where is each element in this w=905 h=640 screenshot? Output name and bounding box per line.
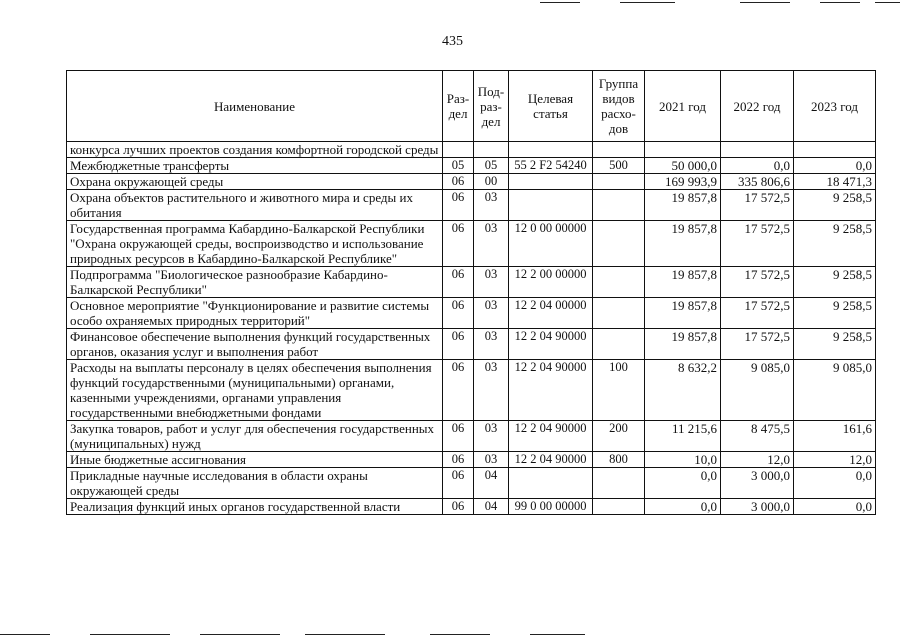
cell-name: Охрана окружающей среды: [67, 174, 443, 190]
cell-section: 06: [443, 267, 474, 298]
cell-2021: 11 215,6: [645, 421, 721, 452]
cell-subsection: 00: [474, 174, 509, 190]
header-2023: 2023 год: [794, 71, 876, 142]
cell-2023: 161,6: [794, 421, 876, 452]
cell-2021: 19 857,8: [645, 329, 721, 360]
cell-2021: [645, 142, 721, 158]
cell-2022: 17 572,5: [721, 329, 794, 360]
cell-section: 06: [443, 468, 474, 499]
cell-section: 06: [443, 421, 474, 452]
scan-artifact-bottom-4: [305, 634, 385, 635]
page-number: 435: [442, 34, 463, 49]
cell-group: [593, 499, 645, 515]
cell-subsection: 03: [474, 298, 509, 329]
cell-2022: 9 085,0: [721, 360, 794, 421]
cell-name: Реализация функций иных органов государственной власти: [67, 499, 443, 515]
cell-2023: 18 471,3: [794, 174, 876, 190]
cell-group: 500: [593, 158, 645, 174]
cell-section: 06: [443, 360, 474, 421]
cell-group: [593, 298, 645, 329]
cell-group: [593, 142, 645, 158]
scan-artifact-bottom-2: [90, 634, 170, 635]
cell-group: 100: [593, 360, 645, 421]
cell-subsection: 03: [474, 452, 509, 468]
cell-2022: 12,0: [721, 452, 794, 468]
cell-2021: 50 000,0: [645, 158, 721, 174]
cell-name: Иные бюджетные ассигнования: [67, 452, 443, 468]
scan-artifact-top-5: [875, 2, 900, 3]
cell-2021: 0,0: [645, 468, 721, 499]
scan-artifact-top-2: [620, 2, 675, 3]
cell-2023: [794, 142, 876, 158]
cell-2023: 9 258,5: [794, 190, 876, 221]
header-target: Целевая статья: [509, 71, 593, 142]
header-2021: 2021 год: [645, 71, 721, 142]
cell-group: [593, 174, 645, 190]
cell-2022: 0,0: [721, 158, 794, 174]
cell-target: 55 2 F2 54240: [509, 158, 593, 174]
cell-section: 06: [443, 221, 474, 267]
cell-name: Расходы на выплаты персоналу в целях обеспечения выполнения функций государственными (муниципальными) органами, казенными учреждениями, органами управления государственными внебюджетными фондами: [67, 360, 443, 421]
cell-group: [593, 267, 645, 298]
scan-artifact-top-4: [820, 2, 860, 3]
cell-2023: 9 258,5: [794, 298, 876, 329]
cell-2022: 17 572,5: [721, 298, 794, 329]
cell-group: [593, 190, 645, 221]
cell-group: [593, 329, 645, 360]
cell-subsection: 03: [474, 360, 509, 421]
cell-target: 12 2 04 90000: [509, 452, 593, 468]
table-row: [67, 174, 876, 190]
cell-name: Подпрограмма "Биологическое разнообразие Кабардино-Балкарской Республики": [67, 267, 443, 298]
cell-2022: 17 572,5: [721, 267, 794, 298]
cell-section: 05: [443, 158, 474, 174]
cell-2021: 169 993,9: [645, 174, 721, 190]
cell-subsection: 03: [474, 421, 509, 452]
cell-2023: 12,0: [794, 452, 876, 468]
cell-subsection: 04: [474, 499, 509, 515]
table-row: [67, 298, 876, 329]
table-row: [67, 360, 876, 421]
cell-subsection: 05: [474, 158, 509, 174]
cell-name: Закупка товаров, работ и услуг для обеспечения государственных (муниципальных) нужд: [67, 421, 443, 452]
cell-group: 800: [593, 452, 645, 468]
cell-target: 99 0 00 00000: [509, 499, 593, 515]
cell-2021: 19 857,8: [645, 190, 721, 221]
scan-artifact-top-1: [540, 2, 580, 3]
cell-target: [509, 174, 593, 190]
cell-target: 12 2 04 90000: [509, 329, 593, 360]
cell-section: 06: [443, 174, 474, 190]
table-row: [67, 329, 876, 360]
table-row: [67, 468, 876, 499]
scan-artifact-top-3: [740, 2, 790, 3]
table-row: [67, 142, 876, 158]
cell-2022: 17 572,5: [721, 190, 794, 221]
cell-target: [509, 142, 593, 158]
table-row: [67, 452, 876, 468]
cell-name: Охрана объектов растительного и животного мира и среды их обитания: [67, 190, 443, 221]
cell-2023: 9 258,5: [794, 221, 876, 267]
cell-section: 06: [443, 329, 474, 360]
cell-section: 06: [443, 298, 474, 329]
table-row: [67, 499, 876, 515]
cell-2021: 19 857,8: [645, 267, 721, 298]
cell-2022: 335 806,6: [721, 174, 794, 190]
cell-2021: 0,0: [645, 499, 721, 515]
cell-name: Прикладные научные исследования в области охраны окружающей среды: [67, 468, 443, 499]
cell-2021: 10,0: [645, 452, 721, 468]
cell-section: 06: [443, 452, 474, 468]
cell-2023: 0,0: [794, 158, 876, 174]
cell-subsection: 03: [474, 190, 509, 221]
cell-2022: 3 000,0: [721, 499, 794, 515]
cell-2022: 3 000,0: [721, 468, 794, 499]
header-name: Наименование: [67, 71, 443, 142]
scan-artifact-bottom-1: [0, 634, 50, 635]
cell-section: 06: [443, 499, 474, 515]
cell-2022: [721, 142, 794, 158]
cell-2021: 8 632,2: [645, 360, 721, 421]
scan-artifact-bottom-5: [430, 634, 490, 635]
cell-name: Основное мероприятие "Функционирование и развитие системы особо охраняемых природных территорий": [67, 298, 443, 329]
cell-target: 12 2 04 90000: [509, 360, 593, 421]
scan-artifact-bottom-3: [200, 634, 280, 635]
cell-target: 12 2 04 00000: [509, 298, 593, 329]
cell-name: конкурса лучших проектов создания комфортной городской среды: [67, 142, 443, 158]
cell-target: 12 0 00 00000: [509, 221, 593, 267]
cell-group: 200: [593, 421, 645, 452]
cell-2022: 17 572,5: [721, 221, 794, 267]
cell-2023: 9 085,0: [794, 360, 876, 421]
cell-2023: 9 258,5: [794, 329, 876, 360]
table-row: [67, 158, 876, 174]
cell-subsection: [474, 142, 509, 158]
cell-subsection: 03: [474, 221, 509, 267]
cell-section: 06: [443, 190, 474, 221]
cell-section: [443, 142, 474, 158]
header-section: Раз-дел: [443, 71, 474, 142]
header-2022: 2022 год: [721, 71, 794, 142]
table-body: [67, 142, 876, 515]
table-row: [67, 421, 876, 452]
cell-subsection: 03: [474, 267, 509, 298]
cell-name: Финансовое обеспечение выполнения функций государственных органов, оказания услуг и выполнения работ: [67, 329, 443, 360]
cell-group: [593, 221, 645, 267]
cell-target: 12 2 00 00000: [509, 267, 593, 298]
cell-subsection: 04: [474, 468, 509, 499]
cell-subsection: 03: [474, 329, 509, 360]
cell-target: [509, 468, 593, 499]
cell-2023: 0,0: [794, 468, 876, 499]
cell-group: [593, 468, 645, 499]
cell-2023: 9 258,5: [794, 267, 876, 298]
cell-target: 12 2 04 90000: [509, 421, 593, 452]
cell-name: Государственная программа Кабардино-Балкарской Республики "Охрана окружающей среды, воспроизводство и использование природных ресурсов в Кабардино-Балкарской Республике": [67, 221, 443, 267]
header-group: Группа видов расхо-дов: [593, 71, 645, 142]
table-row: [67, 267, 876, 298]
table-row: [67, 190, 876, 221]
cell-target: [509, 190, 593, 221]
header-subsection: Под-раз-дел: [474, 71, 509, 142]
table-row: [67, 221, 876, 267]
cell-2021: 19 857,8: [645, 298, 721, 329]
table-header-row: [67, 71, 876, 142]
cell-name: Межбюджетные трансферты: [67, 158, 443, 174]
scan-artifact-bottom-6: [530, 634, 585, 635]
cell-2023: 0,0: [794, 499, 876, 515]
budget-table: [66, 70, 876, 515]
cell-2022: 8 475,5: [721, 421, 794, 452]
cell-2021: 19 857,8: [645, 221, 721, 267]
